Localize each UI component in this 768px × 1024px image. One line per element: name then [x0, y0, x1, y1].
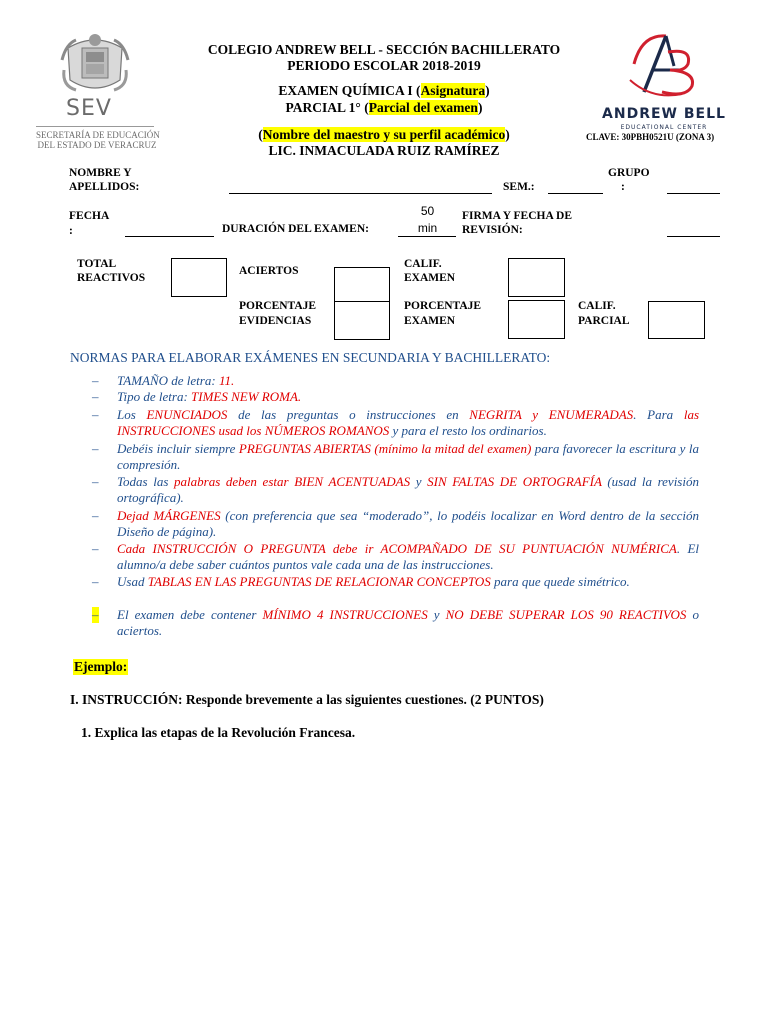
norma-2-value: TIMES NEW ROMA. [191, 389, 302, 404]
teacher-name: LIC. INMACULADA RUIZ RAMÍREZ [268, 143, 500, 158]
norma-2 [117, 389, 699, 405]
sev-line-1: SECRETARÍA DE EDUCACIÓN [36, 130, 160, 140]
norma-3-text-a: Los [117, 407, 147, 422]
sev-name: SEV [66, 96, 112, 121]
school-name: ANDREW BELL [602, 106, 726, 122]
duracion-value: 50 [420, 204, 435, 218]
bullet-dash: – [92, 441, 99, 456]
norma-3-red-c: las INSTRUCCIONES usad los NÚMEROS ROMANOS [117, 407, 699, 438]
firma-label-1: FIRMA Y FECHA DE [462, 210, 572, 222]
instruccion-example: I. INSTRUCCIÓN: Responde brevemente a las siguientes cuestiones. (2 PUNTOS) [70, 692, 544, 707]
nombre-label-2: APELLIDOS: [69, 181, 140, 193]
calif-parcial-box[interactable] [648, 301, 705, 339]
porcentaje-examen-label-2: EXAMEN [404, 315, 456, 327]
firma-field[interactable] [667, 236, 720, 237]
school-subtitle: EDUCATIONAL CENTER [620, 124, 708, 131]
sev-logo [32, 30, 162, 160]
norma-3 [117, 407, 699, 439]
parcial-placeholder: Parcial del examen [368, 100, 478, 115]
norma-1-text: TAMAÑO de letra: [117, 373, 219, 388]
teacher-prefix: ( [258, 127, 263, 142]
nombre-label-1: NOMBRE Y [69, 167, 132, 179]
calif-examen-label-1: CALIF. [404, 258, 442, 270]
norma-8-red: TABLAS EN LAS PREGUNTAS DE RELACIONAR CONCEPTOS [147, 574, 491, 589]
norma-5-text-a: Todas las [117, 474, 175, 489]
norma-5-red-c: SIN FALTAS DE ORTOGRAFÍA [427, 474, 602, 489]
grupo-label-1: GRUPO [608, 167, 650, 179]
exam-subject [184, 83, 584, 99]
total-reactivos-label-1: TOTAL [77, 258, 117, 270]
norma-8-text-a: Usad [117, 574, 148, 589]
bullet-dash: – [92, 373, 99, 388]
calif-examen-box[interactable] [508, 258, 565, 297]
duracion-label: DURACIÓN DEL EXAMEN: [222, 223, 369, 235]
norma-2-text: Tipo de letra: [117, 389, 192, 404]
norma-5-text-b: y [410, 474, 428, 489]
norma-7-red: Cada INSTRUCCIÓN O PREGUNTA debe ir ACOMPAÑADO DE SU PUNTUACIÓN NUMÉRICA [117, 541, 677, 556]
norma-3-text-c: . Para [633, 407, 684, 422]
parcial-prefix: PARCIAL 1° ( [285, 100, 369, 115]
norma-9 [117, 607, 699, 639]
norma-3-red-b: NEGRITA y ENUMERADAS [469, 407, 634, 422]
norma-9-text-c: o aciertos. [117, 607, 699, 638]
header-line-2: PERIODO ESCOLAR 2018-2019 [287, 58, 481, 73]
grupo-field[interactable] [667, 193, 720, 194]
total-reactivos-label-2: REACTIVOS [77, 272, 146, 284]
fecha-label-1: FECHA [69, 210, 110, 222]
norma-9-text-a: El examen debe contener [117, 607, 263, 622]
porcentaje-evidencias-label-1: PORCENTAJE [239, 300, 317, 312]
norma-3-text-d: y para el resto los ordinarios. [389, 423, 547, 438]
sev-line-2: DEL ESTADO DE VERACRUZ [37, 140, 157, 150]
sev-divider [36, 126, 154, 127]
norma-6-red: Dejad MÁRGENES [117, 508, 221, 523]
calif-examen-label-2: EXAMEN [404, 272, 456, 284]
bullet-dash: – [92, 541, 99, 556]
normas-title: NORMAS PARA ELABORAR EXÁMENES EN SECUNDARIA Y BACHILLERATO: [70, 350, 551, 365]
exam-subject-placeholder: Asignatura [420, 83, 486, 98]
porcentaje-examen-label-1: PORCENTAJE [404, 300, 482, 312]
veracruz-coat-of-arms-icon [58, 30, 132, 98]
teacher-suffix: ) [505, 127, 510, 142]
norma-4-text-a: Debéis incluir siempre [117, 441, 239, 456]
teacher-placeholder-line [184, 127, 584, 143]
bullet-dash: – [92, 407, 99, 422]
firma-label-2: REVISIÓN: [462, 224, 523, 236]
norma-6 [117, 508, 699, 540]
exam-parcial [184, 100, 584, 116]
norma-9-red-a: MÍNIMO 4 INSTRUCCIONES [262, 607, 428, 622]
exam-prefix: EXAMEN QUÍMICA I ( [278, 83, 421, 98]
bullet-dash: – [92, 389, 99, 404]
norma-5-text-c: (usad la revisión ortográfica). [117, 474, 699, 505]
norma-5 [117, 474, 699, 506]
ejemplo-label: Ejemplo: [74, 659, 128, 674]
nombre-field[interactable] [229, 193, 492, 194]
norma-5-red-a: palabras deben estar [174, 474, 295, 489]
porcentaje-evidencias-label-2: EVIDENCIAS [239, 315, 312, 327]
fecha-label-2: : [69, 225, 73, 237]
duracion-field[interactable] [398, 236, 456, 237]
aciertos-label: ACIERTOS [239, 265, 299, 277]
school-clave: CLAVE: 30PBH0521U (ZONA 3) [586, 132, 715, 142]
norma-3-red-a: ENUNCIADOS [146, 407, 228, 422]
header-line-1: COLEGIO ANDREW BELL - SECCIÓN BACHILLERATO [207, 42, 561, 57]
duracion-unit: min [417, 221, 438, 235]
bullet-dash-highlighted: – [92, 607, 99, 622]
bullet-dash: – [92, 474, 99, 489]
porcentaje-examen-box[interactable] [508, 300, 565, 339]
parcial-suffix: ) [477, 100, 483, 115]
exam-suffix: ) [485, 83, 490, 98]
norma-1-value: 11. [218, 373, 235, 388]
pregunta-example: 1. Explica las etapas de la Revolución Francesa. [81, 725, 356, 740]
aciertos-box[interactable] [334, 267, 390, 303]
norma-4-text-b: para favorecer la escritura y la compresión. [117, 441, 699, 472]
norma-5-red-b: BIEN ACENTUADAS [294, 474, 411, 489]
norma-7 [117, 541, 699, 573]
norma-4-red: PREGUNTAS ABIERTAS (mínimo la mitad del examen) [238, 441, 532, 456]
bullet-dash: – [92, 508, 99, 523]
norma-8-text-b: para que quede simétrico. [490, 574, 630, 589]
calif-parcial-label-2: PARCIAL [578, 315, 630, 327]
fecha-field[interactable] [125, 236, 214, 237]
norma-9-text-b: y [427, 607, 446, 622]
norma-1 [117, 373, 699, 389]
norma-7-text: . El alumno/a debe saber cuántos puntos vale cada una de las instrucciones. [117, 541, 699, 572]
total-reactivos-box[interactable] [171, 258, 227, 297]
sem-field[interactable] [548, 193, 603, 194]
porcentaje-evidencias-box[interactable] [334, 301, 390, 340]
sem-label: SEM.: [503, 181, 535, 193]
norma-9-red-b: NO DEBE SUPERAR LOS 90 REACTIVOS [445, 607, 687, 622]
grupo-label-2: : [621, 181, 625, 193]
teacher-placeholder: Nombre del maestro y su perfil académico [262, 127, 506, 142]
andrew-bell-monogram-icon [622, 30, 702, 100]
calif-parcial-label-1: CALIF. [578, 300, 616, 312]
norma-3-text-b: de las preguntas o instrucciones en [227, 407, 470, 422]
norma-6-text: (con preferencia que sea “moderado”, lo podéis localizar en Word dentro de la sección Diseño de página). [117, 508, 700, 539]
norma-4 [117, 441, 699, 473]
bullet-dash: – [92, 574, 99, 589]
norma-8 [117, 574, 699, 590]
